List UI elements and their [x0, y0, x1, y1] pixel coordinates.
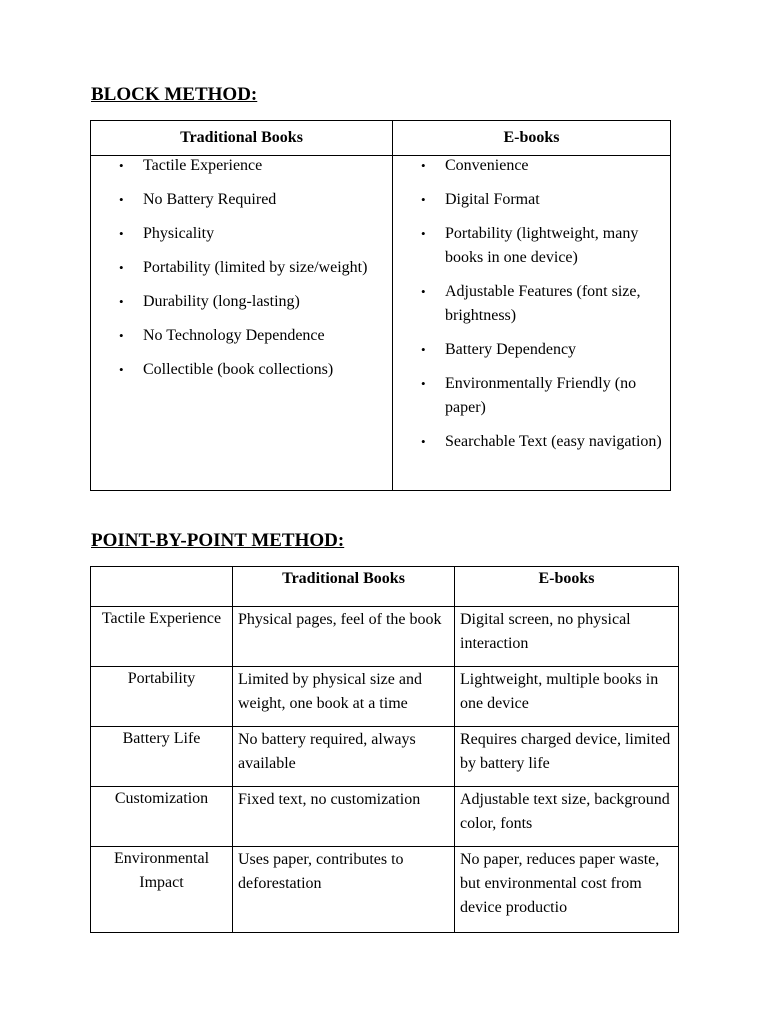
list-item: • Durability (long-lasting): [91, 290, 392, 314]
list-item: • Adjustable Features (font size, brightness): [393, 280, 670, 328]
block-method-heading: BLOCK METHOD:: [91, 84, 258, 105]
header-ebooks: E-books: [393, 121, 671, 156]
traditional-cell: Physical pages, feel of the book: [233, 607, 455, 667]
list-item: • Tactile Experience: [91, 154, 392, 178]
ebooks-list: [393, 154, 670, 454]
traditional-cell: Fixed text, no customization: [233, 787, 455, 847]
traditional-list-cell: [91, 156, 393, 491]
traditional-cell: Limited by physical size and weight, one book at a time: [233, 667, 455, 727]
list-item: • Collectible (book collections): [91, 358, 392, 382]
list-item: • Environmentally Friendly (no paper): [393, 372, 670, 420]
list-item: • No Technology Dependence: [91, 324, 392, 348]
ebooks-cell: Lightweight, multiple books in one device: [455, 667, 679, 727]
row-label: Battery Life: [91, 727, 233, 787]
table-row: [91, 847, 679, 933]
list-item: • Portability (limited by size/weight): [91, 256, 392, 280]
traditional-cell: Uses paper, contributes to deforestation: [233, 847, 455, 933]
header-traditional-books: Traditional Books: [91, 121, 393, 156]
table-row: [91, 727, 679, 787]
list-item: • Digital Format: [393, 188, 670, 212]
point-by-point-table: [90, 566, 679, 933]
ebooks-cell: Requires charged device, limited by battery life: [455, 727, 679, 787]
header-blank: [91, 567, 233, 607]
table-row: [91, 787, 679, 847]
list-item: • Physicality: [91, 222, 392, 246]
ebooks-cell: Digital screen, no physical interaction: [455, 607, 679, 667]
block-method-table: [90, 120, 671, 491]
table-row: [91, 607, 679, 667]
ebooks-cell: No paper, reduces paper waste, but environmental cost from device productio: [455, 847, 679, 933]
row-label: Environmental Impact: [91, 847, 233, 933]
list-item: • Convenience: [393, 154, 670, 178]
traditional-list: [91, 154, 392, 382]
row-label: Portability: [91, 667, 233, 727]
table-row: [91, 667, 679, 727]
header-ebooks: E-books: [455, 567, 679, 607]
ebooks-cell: Adjustable text size, background color, fonts: [455, 787, 679, 847]
row-label: Customization: [91, 787, 233, 847]
list-item: • No Battery Required: [91, 188, 392, 212]
header-traditional-books: Traditional Books: [233, 567, 455, 607]
traditional-cell: No battery required, always available: [233, 727, 455, 787]
list-item: • Portability (lightweight, many books in one device): [393, 222, 670, 270]
list-item: • Battery Dependency: [393, 338, 670, 362]
ebooks-list-cell: [393, 156, 671, 491]
row-label: Tactile Experience: [91, 607, 233, 667]
point-by-point-heading: POINT-BY-POINT METHOD:: [91, 530, 345, 551]
list-item: • Searchable Text (easy navigation): [393, 430, 670, 454]
